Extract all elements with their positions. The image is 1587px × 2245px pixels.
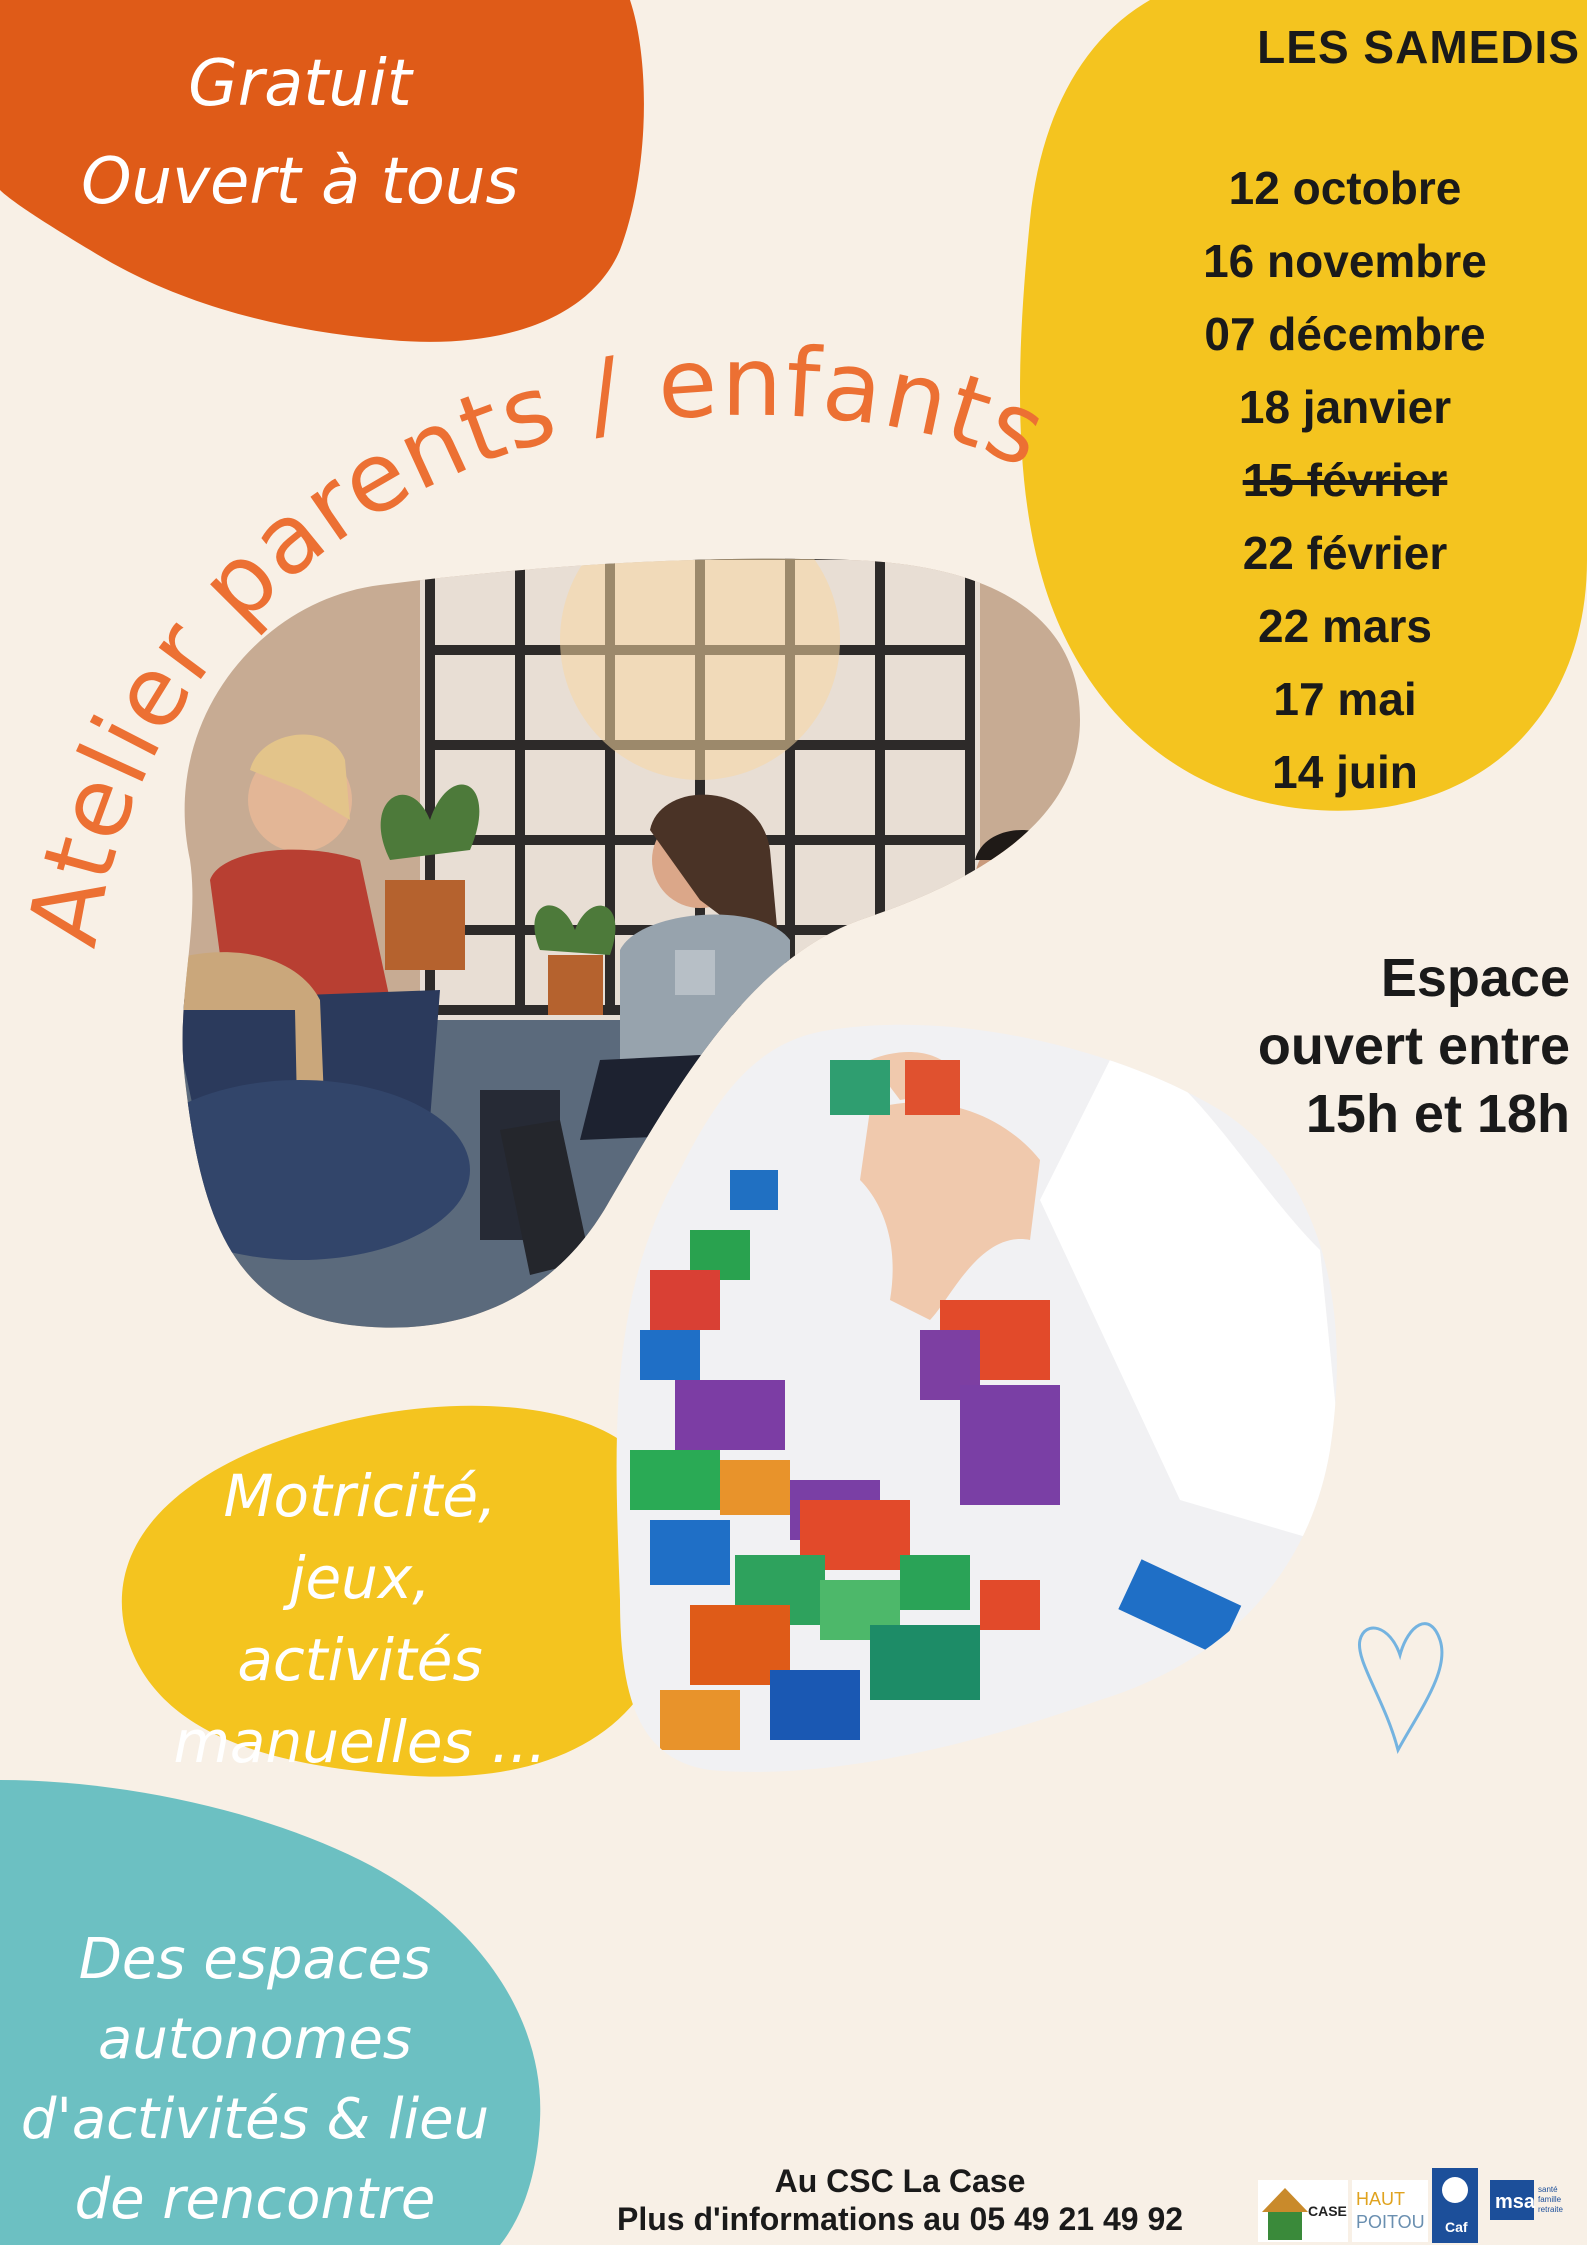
svg-text:retraite: retraite — [1538, 2205, 1563, 2214]
date-item: 16 novembre — [1203, 235, 1487, 287]
date-item: 18 janvier — [1238, 381, 1452, 433]
svg-text:CASE: CASE — [1308, 2203, 1347, 2219]
date-item: 17 mai — [1273, 673, 1417, 725]
activities-line-2: jeux, — [289, 1544, 431, 1612]
footer-info — [540, 2162, 1260, 2238]
date-item: 07 décembre — [1204, 308, 1486, 360]
date-item-cancelled: 15 février — [1242, 454, 1448, 506]
svg-text:Caf: Caf — [1445, 2219, 1468, 2235]
svg-text:HAUT: HAUT — [1356, 2189, 1405, 2209]
date-item: 22 mars — [1258, 600, 1432, 652]
hours-line-2: ouvert entre — [1257, 1016, 1570, 1076]
page-title: Atelier parents / enfants — [6, 325, 1063, 955]
spaces-text — [0, 1920, 510, 2240]
spaces-line-4: de rencontre — [74, 2167, 436, 2232]
footer-location: Au CSC La Case — [774, 2163, 1026, 2199]
hours-line-3: 15h et 18h — [1305, 1084, 1570, 1144]
spaces-line-1: Des espaces — [78, 1927, 432, 1992]
spaces-line-2: autonomes — [98, 2007, 412, 2072]
activities-line-3: activités — [237, 1626, 483, 1694]
activities-text — [150, 1455, 570, 1783]
activities-line-4: manuelles ... — [173, 1708, 547, 1776]
svg-text:POITOU: POITOU — [1356, 2212, 1425, 2232]
badge-line-free: Gratuit — [188, 47, 412, 121]
date-item: 12 octobre — [1228, 162, 1462, 214]
svg-text:Atelier parents / enfants — [7, 326, 1063, 954]
spaces-line-3: d'activités & lieu — [20, 2087, 490, 2152]
svg-text:famille: famille — [1538, 2195, 1562, 2204]
hours-line-1: Espace — [1380, 948, 1570, 1008]
svg-text:msa: msa — [1495, 2191, 1536, 2213]
free-badge — [20, 35, 580, 231]
footer-phone: Plus d'informations au 05 49 21 49 92 — [616, 2201, 1184, 2237]
dates-list — [1080, 152, 1587, 809]
opening-hours — [1050, 944, 1570, 1148]
badge-line-open: Ouvert à tous — [81, 145, 519, 219]
date-item: 14 juin — [1272, 746, 1418, 798]
activities-line-1: Motricité, — [223, 1462, 497, 1530]
dates-title: LES SAMEDIS — [1257, 21, 1580, 73]
date-item: 22 février — [1242, 527, 1448, 579]
svg-text:santé: santé — [1538, 2185, 1558, 2194]
